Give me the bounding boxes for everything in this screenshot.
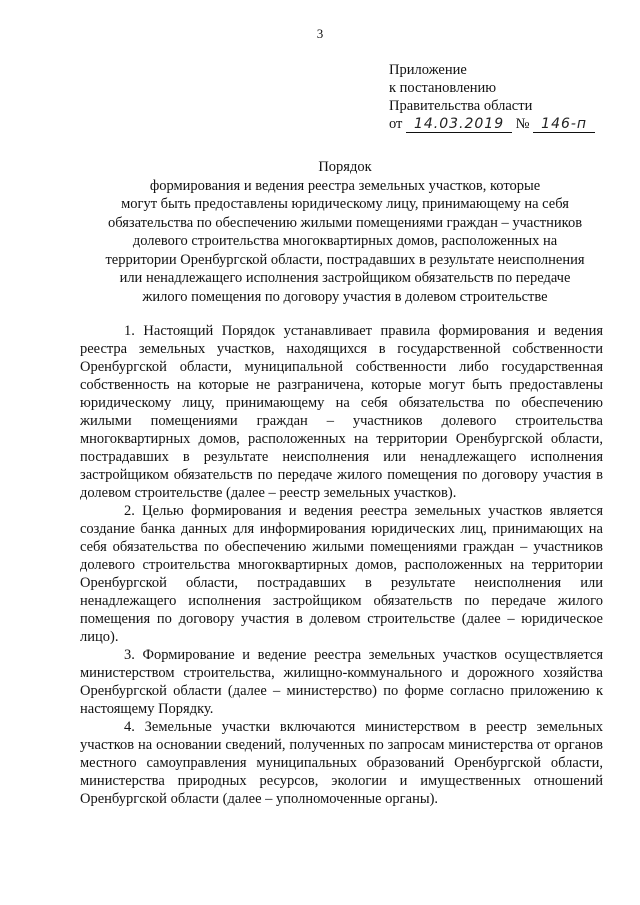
title-line: долевого строительства многоквартирных домов, расположенных на: [132, 233, 558, 249]
paragraph-4: 4. Земельные участки включаются министерством в реестр земельных участков на основании сведений, полученных по запросам министерства от органов местного самоуправления муниципальных образований Оренбургской области, министерства природных ресурсов, экологии и имущественных отношений Оренбургской области (далее – уполномоченные органы).: [80, 719, 603, 807]
paragraph-2: 2. Целью формирования и ведения реестра земельных участков является создание банка данных для информирования юридических лиц, принимающих на себя обязательства по обеспечению жилыми помещениями граждан – участников долевого строительства многоквартирных домов, расположенных на территории Оренбургской области, пострадавших в результате неисполнения или ненадлежащего исполнения застройщиком обязательств по передаче жилого помещения по договору участия в долевом строительстве (далее – юридическое лицо).: [80, 503, 603, 645]
appendix-label: Приложение: [389, 62, 467, 78]
number-handwritten: 146-п: [533, 117, 595, 133]
number-prefix: №: [515, 116, 530, 132]
title-line: формирования и ведения реестра земельных участков, которые: [149, 177, 541, 194]
date-prefix: от: [389, 116, 403, 132]
date-handwritten: 14.03.2019: [406, 117, 512, 133]
paragraph-3: 3. Формирование и ведение реестра земельных участков осуществляется министерством строительства, жилищно-коммунального и дорожного хозяйства Оренбургской области (далее – министерство) по форме согласно приложению к настоящему Порядку.: [80, 647, 603, 717]
appendix-government: Правительства области: [389, 98, 533, 114]
page-number: 3: [316, 26, 324, 41]
title-line: или ненадлежащего исполнения застройщиком обязательств по передаче: [119, 270, 571, 286]
appendix-resolution: к постановлению: [389, 80, 497, 96]
document-title: [60, 158, 630, 306]
title-line: территории Оренбургской области, пострадавших в результате неисполнения: [105, 251, 585, 268]
appendix-block: [389, 61, 595, 133]
appendix-date-number: [389, 115, 595, 133]
title-line: жилого помещения по договору участия в долевом строительстве: [142, 288, 548, 305]
paragraph-1: 1. Настоящий Порядок устанавливает правила формирования и ведения реестра земельных участков, находящихся в государственной собственности Оренбургской области, муниципальной собственности либо государственная собственность на которые не разграничена, которые могут быть предоставлены юридическому лицу, принимающему на себя обязательства по обеспечению жилыми помещениями граждан – участников долевого строительства многоквартирных домов, расположенных на территории Оренбургской области, пострадавших в результате неисполнения или ненадлежащего исполнения застройщиком обязательств по передаче жилого помещения по договору участия в долевом строительстве (далее – реестр земельных участков).: [80, 323, 603, 501]
title-heading: Порядок: [318, 159, 372, 175]
title-line: могут быть предоставлены юридическому лицу, принимающему на себя: [121, 196, 569, 212]
document-body: [80, 322, 603, 808]
title-line: обязательства по обеспечению жилыми помещениями граждан – участников: [107, 214, 583, 231]
